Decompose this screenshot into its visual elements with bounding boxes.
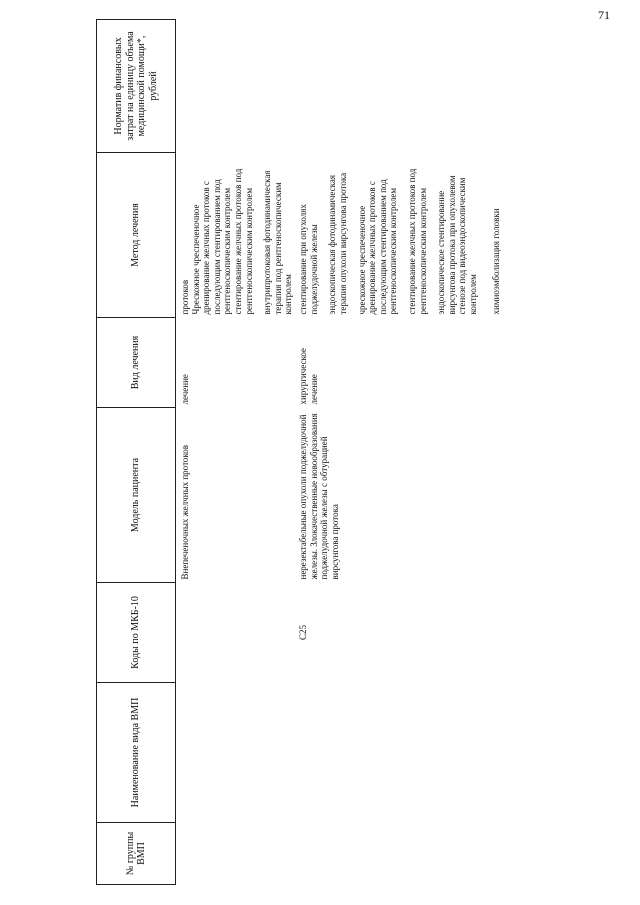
cell-treatment-type: лечение — [180, 374, 190, 405]
vmp-table — [96, 19, 501, 885]
method-item: эндоскопическое стентирование вирсунгова протока при опухолевом стенозе под видеоэндоскопическим контролем — [436, 175, 479, 315]
method-item: стентирование желчных протоков под рентгеноскопическим контролем — [233, 168, 254, 315]
table-row — [294, 20, 501, 885]
method-item: чрескожное чреспеченочное дренирование желчных протоков с последующим стентированием под рентгеноскопическим контролем — [356, 179, 399, 315]
cell-group-number — [294, 823, 501, 885]
method-item: протоков — [180, 279, 190, 315]
cell-icd-code: С25 — [298, 625, 309, 641]
table-header-row — [97, 20, 176, 885]
method-item: химиоэмболизация головки — [490, 208, 501, 315]
method-item: эндоскопическая фотодинамическая терапия опухоли вирсунгова протока — [327, 172, 348, 315]
cell-vmp-name — [176, 683, 295, 823]
cell-patient-model: Внепеченочных желчных протоков — [180, 444, 190, 580]
header-treatment-method: Метод лечения — [97, 153, 176, 318]
method-item: стентирование желчных протоков под рентгеноскопическим контролем — [406, 168, 428, 315]
header-treatment-type: Вид лечения — [97, 318, 176, 408]
method-item: внутрипротоковая фотодинамическая терапия под рентгеноскопическим контролем — [262, 170, 294, 315]
table-row — [176, 20, 295, 885]
cell-cost — [294, 20, 501, 153]
cell-treatment-type: хирургическое лечение — [298, 348, 319, 405]
header-patient-model: Модель пациента — [97, 408, 176, 583]
cell-treatment-methods — [294, 153, 501, 318]
header-cost-standard: Норматив финансовых затрат на единицу объема медицинской помощи*, рублей — [97, 20, 176, 153]
header-icd-codes: Коды по МКБ-10 — [97, 583, 176, 683]
cell-patient-model: нерезектабельные опухоли поджелудочной железы. Злокачественные новообразования поджелудочной железы с обтурацией вирсунгова протока — [298, 413, 340, 580]
cell-treatment-methods — [176, 153, 295, 318]
cell-cost — [176, 20, 295, 153]
header-group-number: № группы ВМП — [97, 823, 176, 885]
header-vmp-name: Наименование вида ВМП — [97, 683, 176, 823]
page-number: 71 — [598, 8, 610, 22]
cell-icd-code — [176, 583, 295, 683]
rotated-table-container — [96, 20, 606, 885]
cell-vmp-name — [294, 683, 501, 823]
method-item: Чрескожное чреспеченочное дренирование желчных протоков с последующим стентированием под рентгеноскопическим контролем — [190, 179, 233, 315]
method-item: стентирование при опухолях поджелудочной железы — [298, 204, 319, 315]
cell-group-number — [176, 823, 295, 885]
